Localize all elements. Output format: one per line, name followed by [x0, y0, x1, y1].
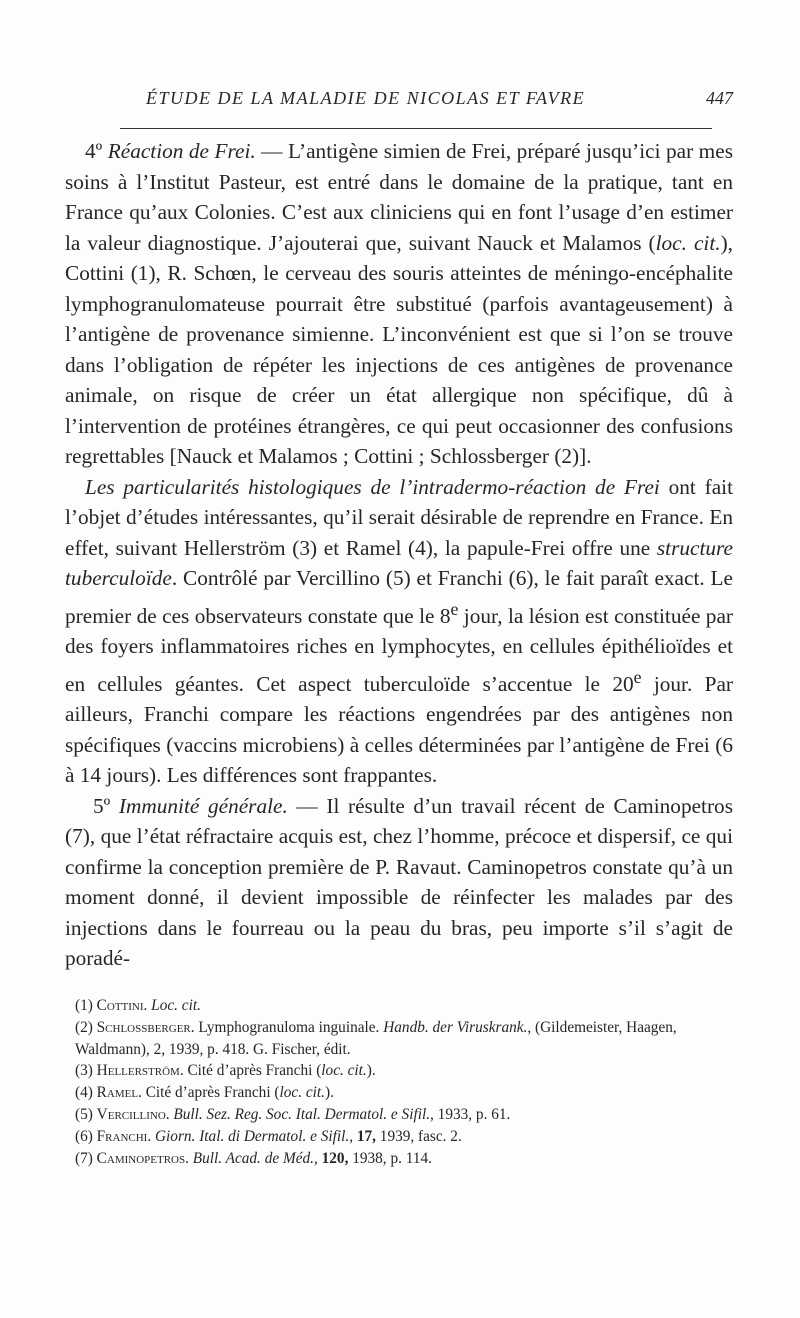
section-number: 4º	[85, 139, 108, 163]
footnote-number: (1)	[75, 997, 97, 1014]
paragraph-text: . Contrôlé par Vercillino (5) et Franchi (6), le fait paraît exact. Le premier de ces observateurs constate que le 8	[65, 566, 733, 628]
footnote-volume: 17,	[353, 1127, 376, 1145]
footnote-author: Hellerström.	[96, 1062, 184, 1080]
footnote-author: Vercillino.	[96, 1105, 170, 1123]
footnote-text: 1939, fasc. 2.	[375, 1127, 462, 1145]
footnote-text: (Gildemeister, Haagen, Waldmann), 2, 1939, p. 418. G. Fischer, édit.	[75, 1018, 677, 1058]
paragraph-text: ), Cottini (1), R. Schœn, le cerveau des souris atteintes de méningo-encéphalite lymphogranulomateuse pourrait être substitué (parfois avantageusement) à l’antigène de provenance simienne. L’inconvénient est que si l’on se trouve dans l’obligation de répéter les injections de ces antigènes de provenance animale, on risque de créer un état allergique non spécifique, dû à l’intervention de protéines étrangères, ce qui peut occasionner des confusions regrettables [Nauck et Malamos ; Cottini ; Schlossberger (2)].	[65, 230, 733, 468]
footnote-title: loc. cit.	[321, 1062, 367, 1080]
section-number: 5º	[93, 793, 119, 818]
section-title: Immunité générale.	[118, 793, 288, 818]
footnote-number: (4)	[75, 1084, 97, 1102]
footnote	[65, 1060, 733, 1082]
footnote-author: Franchi.	[96, 1127, 152, 1145]
footnote-number: (5)	[75, 1105, 97, 1123]
page-number: 447	[706, 88, 733, 108]
italic-term: structure tuberculoïde	[65, 535, 733, 590]
footnote	[65, 1148, 733, 1170]
paragraph-text: — L’antigène simien de Frei, préparé jusqu’ici par mes soins à l’Institut Pasteur, est entré dans le domaine de la pratique, tant en France qu’aux Colonies. C’est aux cliniciens qui en font l’usage d’en estimer la valeur diagnostique. J’ajouterai que, suivant Nauck et Malamos (	[65, 139, 733, 255]
paragraph-text: jour. Par ailleurs, Franchi compare les réactions engendrées par des antigènes non spécifiques (vaccins microbiens) à celles déterminées par l’antigène de Frei (6 à 14 jours). Les différences sont frappantes.	[65, 671, 733, 788]
footnote-text: Lymphogranuloma inguinale.	[194, 1018, 384, 1036]
paragraph	[65, 791, 733, 974]
section-title: Réaction de Frei.	[107, 139, 256, 163]
paragraph-text: ont fait l’objet d’études intéressantes, qu’il serait désirable de reprendre en France. En effet, suivant Hellerström (3) et Ramel (4), la papule-Frei offre une	[65, 474, 733, 560]
italic-lead: Les particularités histologiques de l’intradermo-réaction de Frei	[85, 474, 660, 499]
footnote-text: 1938, p. 114.	[348, 1149, 432, 1167]
footnote-title: Giorn. Ital. di Dermatol. e Sifil.,	[151, 1127, 354, 1145]
footnote-text: Cité d’après Franchi (	[183, 1062, 322, 1080]
footnote-title: loc. cit.	[279, 1084, 325, 1102]
footnote-volume: 120,	[317, 1149, 349, 1167]
footnote	[65, 1126, 733, 1148]
footnote-title: Loc. cit.	[147, 997, 201, 1014]
footnote	[65, 995, 733, 1017]
footnote-number: (6)	[75, 1127, 97, 1145]
body-text	[65, 136, 733, 974]
footnote-title: Bull. Acad. de Méd.,	[188, 1149, 318, 1167]
footnote-number: (7)	[75, 1149, 97, 1167]
footnote-text: 1933, p. 61.	[433, 1105, 511, 1123]
footnote-text: ).	[366, 1062, 376, 1080]
footnote-author: Ramel.	[96, 1084, 142, 1102]
footnote	[65, 1017, 733, 1061]
footnote-text: ).	[324, 1084, 334, 1102]
footnote-author: Schlossberger.	[96, 1018, 195, 1036]
running-title: ÉTUDE DE LA MALADIE DE NICOLAS ET FAVRE	[146, 88, 586, 108]
paragraph-text: jour, la lésion est constituée par des foyers inflammatoires riches en lymphocytes, en cellules épithélioïdes et en cellules géantes. Cet aspect tuberculoïde s’accentue le 20	[65, 603, 734, 696]
footnote	[65, 1104, 733, 1126]
citation: loc. cit.	[655, 230, 721, 255]
paragraph	[65, 472, 733, 791]
header-rule	[120, 128, 712, 129]
running-header	[68, 88, 733, 118]
footnote-title: Bull. Sez. Reg. Soc. Ital. Dermatol. e Sifil.,	[169, 1105, 434, 1123]
footnote-number: (2)	[75, 1018, 97, 1036]
footnote-author: Cottini.	[96, 997, 148, 1014]
paragraph-text: — Il résulte d’un travail récent de Caminopetros (7), que l’état réfractaire acquis est, chez l’homme, précoce et dispersif, ce qui confirme la conception première de P. Ravaut. Caminopetros constate qu’à un moment donné, il devient impossible de réinfecter les malades par des injections dans le fourreau ou la peau du bras, peu importe s’il s’agit de poradé-	[65, 793, 733, 971]
superscript: e	[633, 666, 642, 687]
footnote-text: Cité d’après Franchi (	[141, 1084, 280, 1102]
footnote-number: (3)	[75, 1062, 97, 1080]
footnotes	[65, 995, 733, 1169]
paragraph	[65, 136, 733, 472]
footnote-title: Handb. der Viruskrank.,	[383, 1018, 532, 1036]
superscript: e	[450, 598, 459, 619]
footnote	[65, 1082, 733, 1104]
footnote-author: Caminopetros.	[96, 1149, 189, 1167]
